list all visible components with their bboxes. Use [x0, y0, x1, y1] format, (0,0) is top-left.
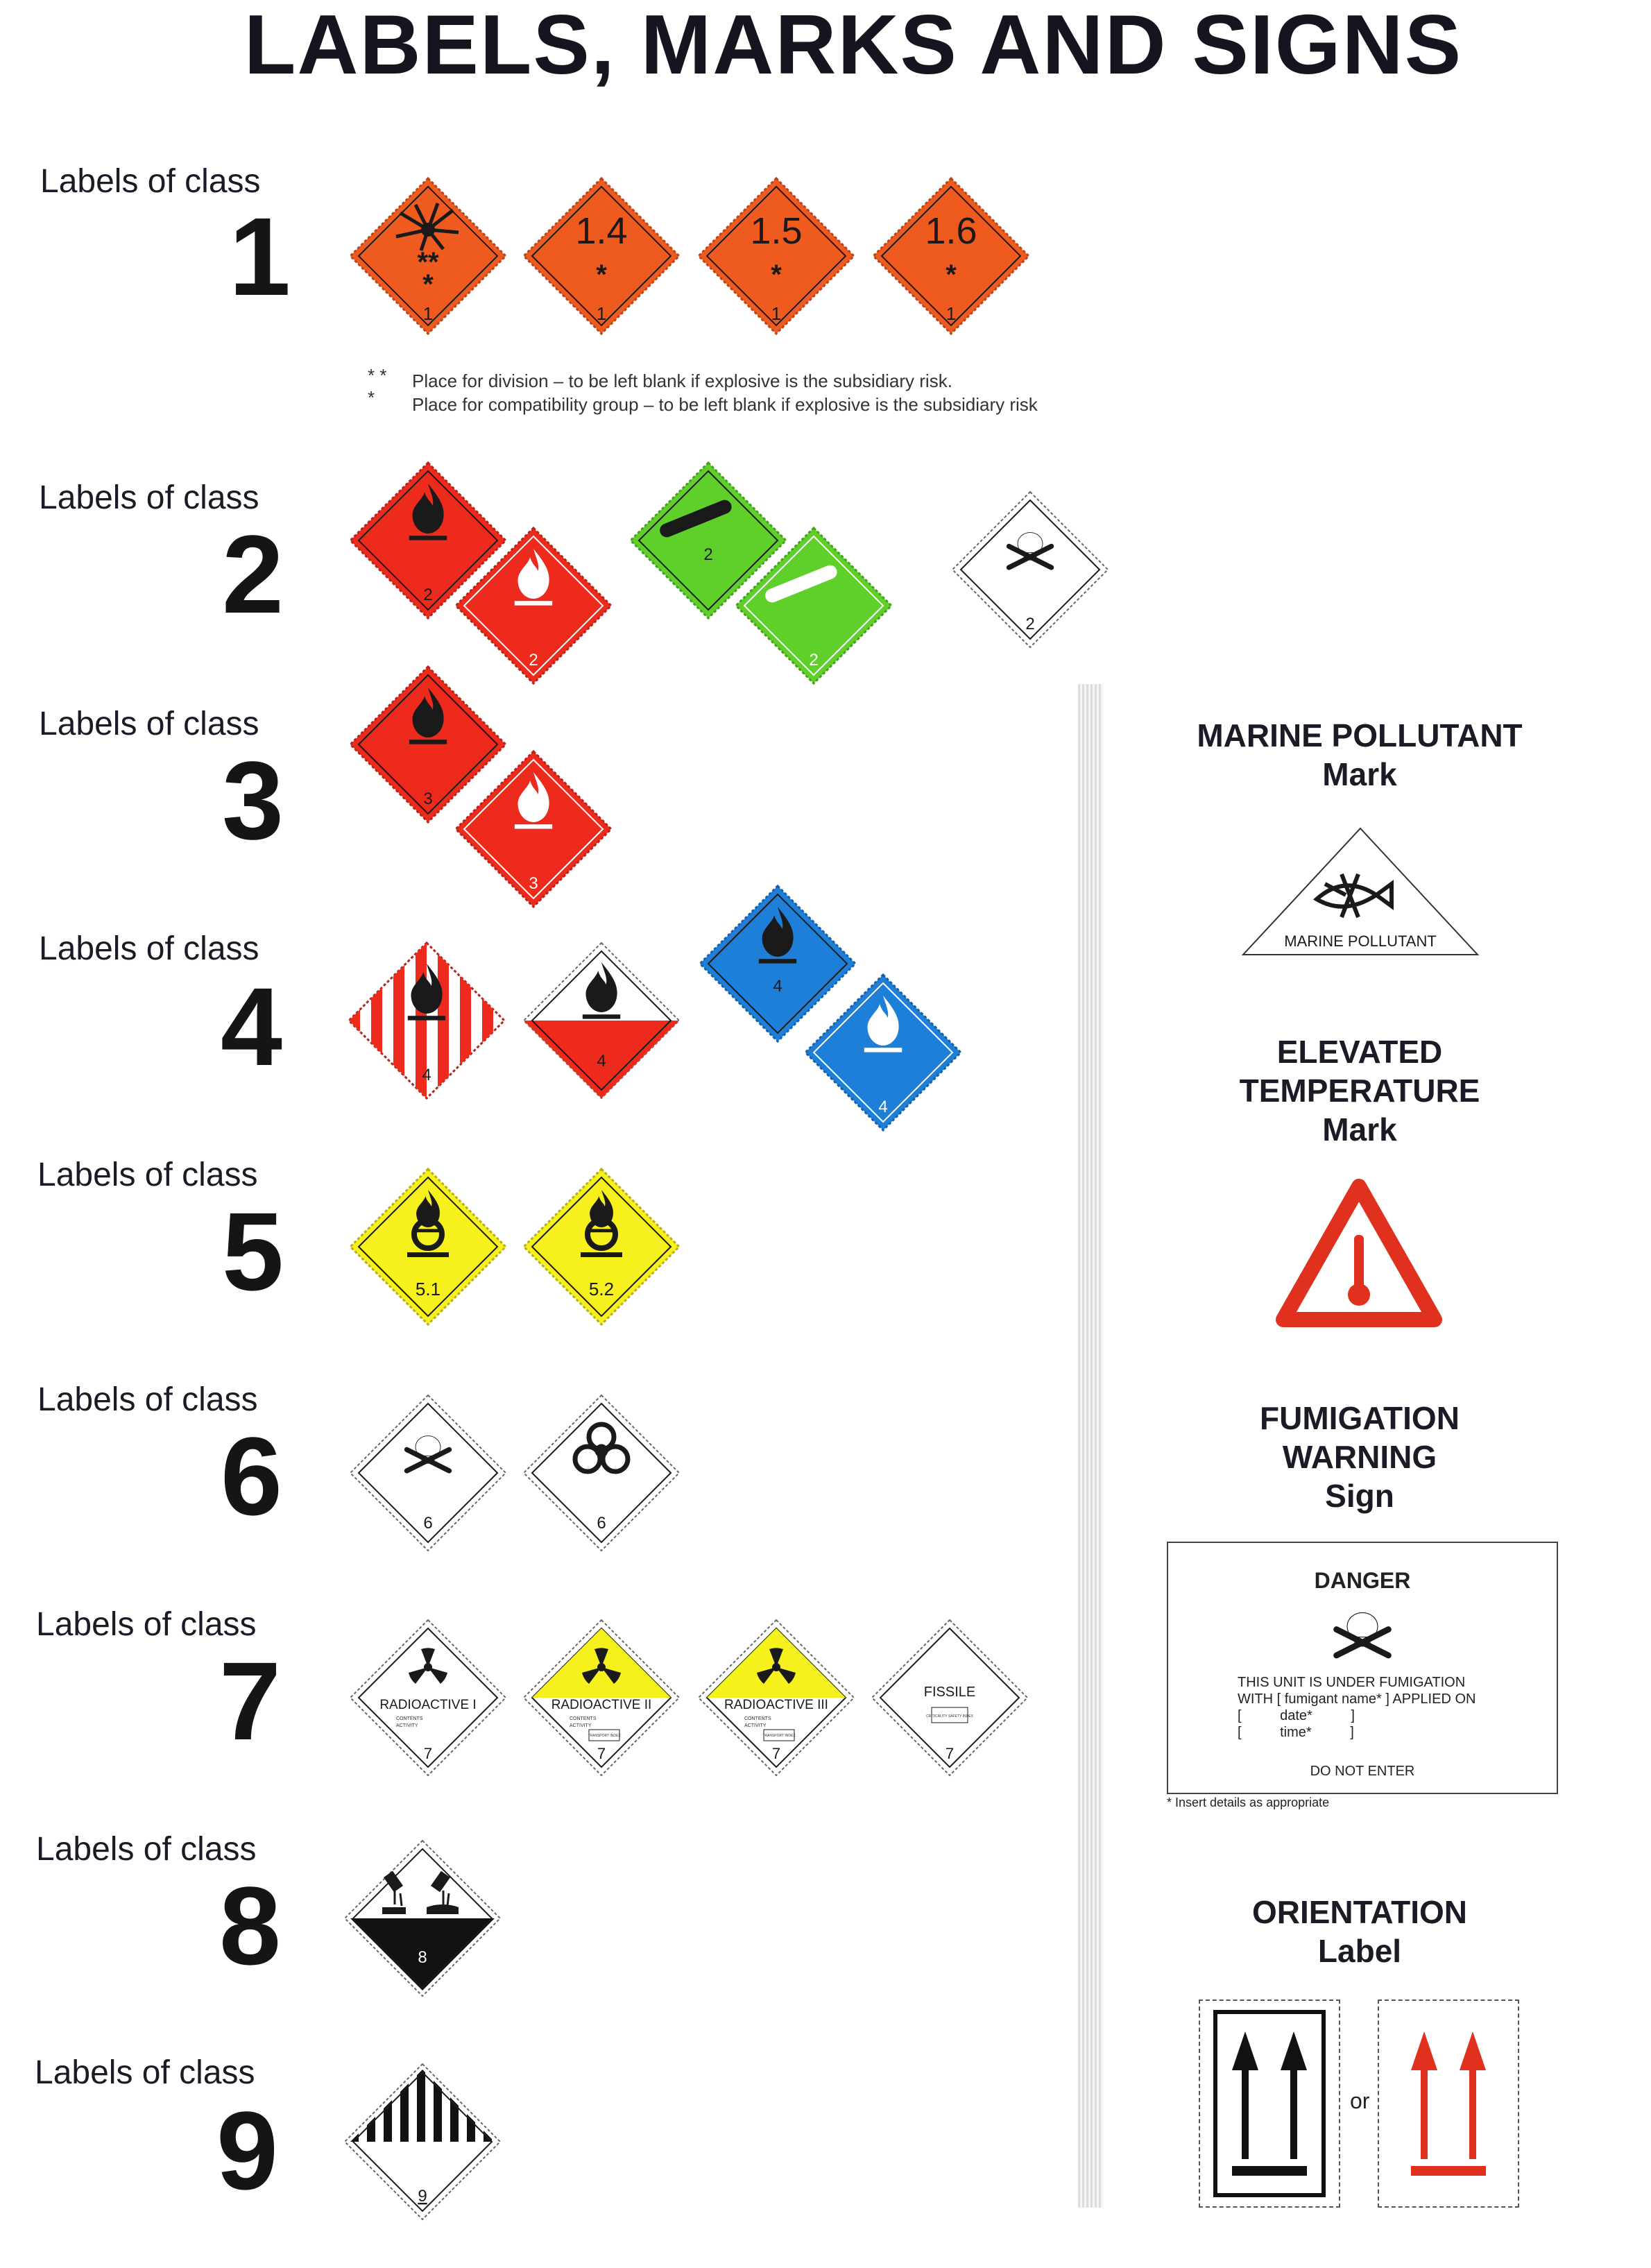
class-5-heading: Labels of class	[37, 1157, 258, 1193]
svg-text:2: 2	[423, 586, 433, 604]
svg-text:7: 7	[945, 1745, 955, 1762]
note-marker-division: * *	[368, 365, 387, 386]
compat-star: *	[771, 259, 782, 290]
svg-text:5.1: 5.1	[415, 1279, 441, 1299]
orientation-label-red	[1378, 2000, 1519, 2208]
class-4-heading: Labels of class	[39, 930, 259, 967]
svg-text:2: 2	[1025, 615, 1035, 633]
division-text: 1.5	[750, 210, 803, 252]
svg-text:4: 4	[597, 1052, 606, 1071]
svg-text:FISSILE: FISSILE	[923, 1685, 976, 1700]
label-non-flammable-gas-white	[734, 526, 893, 685]
class-number-text: 1	[596, 303, 607, 324]
class-3-heading: Labels of class	[39, 706, 259, 742]
class-2-heading: Labels of class	[39, 479, 259, 516]
svg-text:2: 2	[809, 651, 819, 670]
elevated-temperature-heading: ELEVATED TEMPERATURE Mark	[1239, 1034, 1480, 1148]
label-fissile	[870, 1618, 1029, 1777]
class-4-number: 4	[221, 964, 282, 1089]
elevated-temperature-mark	[1274, 1177, 1444, 1329]
label-oxidizer-5-1	[348, 1167, 508, 1327]
label-explosive-1	[348, 176, 508, 336]
marine-pollutant-mark	[1240, 826, 1480, 957]
svg-text:TRANSPORT INDEX: TRANSPORT INDEX	[762, 1734, 796, 1738]
class-2-number: 2	[222, 512, 284, 636]
fumigation-warning-sign	[1167, 1542, 1558, 1794]
note-division: Place for division – to be left blank if explosive is the subsidiary risk.	[412, 370, 952, 391]
svg-text:CONTENTS: CONTENTS	[744, 1716, 771, 1721]
page-title: LABELS, MARKS AND SIGNS	[243, 0, 1463, 92]
danger-text: DANGER	[1314, 1568, 1411, 1593]
class-7-number: 7	[219, 1639, 281, 1763]
label-explosive-1-6	[871, 176, 1031, 336]
fumigation-body-1: THIS UNIT IS UNDER FUMIGATION	[1238, 1675, 1466, 1690]
label-infectious	[522, 1393, 681, 1553]
label-explosive-1-5	[696, 176, 856, 336]
label-radioactive-i	[348, 1618, 508, 1777]
label-flammable-gas-white	[454, 526, 613, 685]
svg-text:MARINE POLLUTANT: MARINE POLLUTANT	[1284, 932, 1437, 950]
class-1-number: 1	[229, 194, 291, 318]
label-toxic	[348, 1393, 508, 1553]
class-number-text: 1	[422, 303, 434, 324]
class-number-text: 1	[771, 303, 782, 324]
label-toxic-gas	[950, 490, 1110, 649]
class-9-number: 9	[216, 2088, 278, 2212]
note-marker-compat: *	[368, 387, 375, 408]
svg-text:4: 4	[422, 1066, 431, 1084]
column-divider	[1078, 684, 1103, 2208]
label-explosive-1-4	[522, 176, 681, 336]
svg-text:8: 8	[418, 1948, 427, 1967]
fumigation-date: [ date* ]	[1238, 1708, 1355, 1723]
svg-text:ACTIVITY: ACTIVITY	[570, 1723, 592, 1728]
svg-text:6: 6	[597, 1514, 606, 1533]
svg-text:3: 3	[423, 790, 433, 808]
svg-text:CONTENTS: CONTENTS	[570, 1716, 597, 1721]
class-number-text: 1	[946, 303, 957, 324]
division-text: 1.6	[925, 210, 977, 252]
svg-text:6: 6	[423, 1514, 433, 1533]
label-organic-peroxide-5-2	[522, 1167, 681, 1327]
svg-text:5.2: 5.2	[588, 1279, 615, 1299]
svg-text:CONTENTS: CONTENTS	[396, 1716, 423, 1721]
label-flammable-solid	[347, 941, 506, 1100]
class-5-number: 5	[222, 1189, 284, 1313]
note-compatibility: Place for compatibility group – to be left blank if explosive is the subsidiary risk	[412, 394, 1038, 415]
label-spontaneously-combustible	[522, 941, 681, 1100]
do-not-enter-text: DO NOT ENTER	[1310, 1764, 1415, 1779]
up-arrows-icon	[1232, 2031, 1307, 2176]
skull-crossbones-icon	[1328, 1601, 1397, 1664]
svg-text:RADIOACTIVE I: RADIOACTIVE I	[379, 1698, 477, 1712]
class-8-heading: Labels of class	[36, 1831, 257, 1868]
label-radioactive-iii	[696, 1618, 856, 1777]
class-3-number: 3	[222, 738, 284, 862]
label-dangerous-when-wet-white	[803, 973, 963, 1132]
svg-text:9: 9	[418, 2187, 427, 2206]
class-9-heading: Labels of class	[35, 2054, 255, 2091]
label-radioactive-ii	[522, 1618, 681, 1777]
orientation-heading: ORIENTATION Label	[1251, 1894, 1468, 1969]
svg-text:7: 7	[771, 1745, 781, 1762]
class-7-heading: Labels of class	[36, 1606, 257, 1643]
class-6-heading: Labels of class	[37, 1381, 258, 1418]
orientation-label-black	[1199, 2000, 1340, 2208]
fumigation-time: [ time* ]	[1238, 1725, 1354, 1740]
label-flammable-liquid-white	[454, 749, 613, 909]
svg-text:ACTIVITY: ACTIVITY	[396, 1723, 418, 1728]
label-miscellaneous	[343, 2062, 502, 2222]
svg-text:2: 2	[529, 651, 538, 670]
svg-text:CRITICALITY SAFETY INDEX: CRITICALITY SAFETY INDEX	[926, 1714, 973, 1719]
svg-text:7: 7	[597, 1745, 606, 1762]
class-6-number: 6	[221, 1414, 282, 1538]
svg-text:7: 7	[423, 1745, 433, 1762]
up-arrows-icon	[1411, 2031, 1486, 2176]
svg-text:RADIOACTIVE II: RADIOACTIVE II	[551, 1698, 652, 1712]
class-8-number: 8	[219, 1864, 281, 1988]
fumigation-footnote: * Insert details as appropriate	[1167, 1796, 1330, 1809]
division-text: 1.4	[575, 210, 628, 252]
label-corrosive	[343, 1839, 502, 1998]
compat-star: *	[596, 259, 607, 290]
fumigation-heading: FUMIGATION WARNING Sign	[1260, 1400, 1460, 1514]
class-1-heading: Labels of class	[40, 163, 261, 200]
svg-text:RADIOACTIVE III: RADIOACTIVE III	[724, 1698, 828, 1712]
division-stars: **	[417, 247, 439, 278]
compat-star: *	[946, 259, 957, 290]
svg-text:ACTIVITY: ACTIVITY	[744, 1723, 767, 1728]
marine-pollutant-heading: MARINE POLLUTANT Mark	[1197, 717, 1523, 792]
fumigation-body-2: WITH [ fumigant name* ] APPLIED ON	[1238, 1691, 1476, 1707]
svg-text:4: 4	[773, 977, 782, 996]
svg-text:4: 4	[878, 1098, 888, 1116]
compat-star: *	[422, 269, 434, 300]
or-text: or	[1350, 2088, 1370, 2113]
svg-text:TRANSPORT INDEX: TRANSPORT INDEX	[588, 1734, 621, 1738]
svg-text:2: 2	[703, 545, 713, 564]
svg-text:3: 3	[529, 874, 538, 893]
